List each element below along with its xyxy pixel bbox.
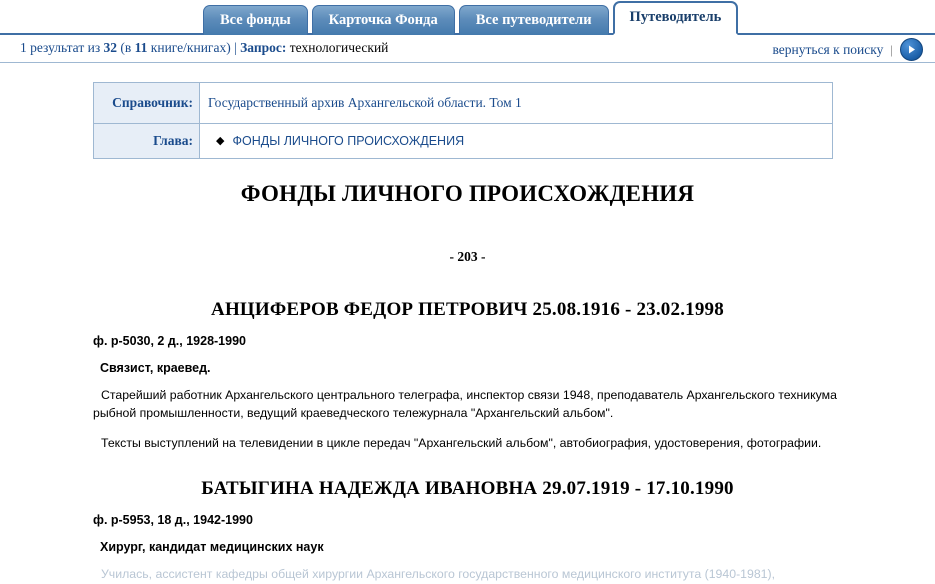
query-label: Запрос: xyxy=(240,40,287,55)
tab-fund-card[interactable]: Карточка Фонда xyxy=(312,5,455,35)
chapter-link[interactable]: ФОНДЫ ЛИЧНОГО ПРОИСХОЖДЕНИЯ xyxy=(232,134,465,148)
divider: | xyxy=(890,41,893,57)
glava-label: Глава: xyxy=(94,124,200,159)
tab-guide[interactable]: Путеводитель xyxy=(613,1,739,35)
result-books-count: 11 xyxy=(134,40,148,55)
diamond-bullet-icon: ◆ xyxy=(216,134,225,147)
table-row xyxy=(94,124,833,159)
document-title: ФОНДЫ ЛИЧНОГО ПРОИСХОЖДЕНИЯ xyxy=(240,181,695,206)
entry-paragraph: Училась, ассистент кафедры общей хирургии Архангельского государственного медицинского института (1940-1981), xyxy=(101,567,776,582)
entry-paragraph: Старейший работник Архангельского центрального телеграфа, инспектор связи 1948, преподаватель Архангельского техникума рыбной промышленности, ведущий краеведческого тележурнала "Архангельский альбом". xyxy=(93,388,837,420)
page-number-marker: - 203 - xyxy=(449,249,486,264)
chapter-list-item[interactable] xyxy=(208,134,824,148)
entry-fond-info: ф. р-5953, 18 д., 1942-1990 xyxy=(93,513,253,528)
table-row xyxy=(94,83,833,124)
tab-all-funds[interactable]: Все фонды xyxy=(203,5,308,35)
arrow-right-icon[interactable] xyxy=(900,38,923,61)
entry-anciferov xyxy=(0,299,935,452)
spravochnik-label: Справочник: xyxy=(94,83,200,124)
result-summary xyxy=(20,40,388,56)
tab-all-guides[interactable]: Все путеводители xyxy=(459,5,609,35)
result-separator: | xyxy=(230,40,241,55)
tab-bar xyxy=(0,0,935,35)
document-info-table xyxy=(93,82,833,159)
spravochnik-value: Государственный архив Архангельской области. Том 1 xyxy=(200,83,833,124)
glava-value-cell xyxy=(200,124,833,159)
result-books-suffix: книге/книгах) xyxy=(147,40,231,55)
result-actions xyxy=(773,38,924,61)
query-value: технологический xyxy=(286,40,389,55)
result-count-prefix: 1 результат из xyxy=(20,40,104,55)
entry-paragraph: Тексты выступлений на телевидении в цикле передач "Архангельский альбом", автобиография, удостоверения, фотографии. xyxy=(101,435,822,450)
back-to-search-link[interactable]: вернуться к поиску xyxy=(772,41,884,57)
entry-heading: БАТЫГИНА НАДЕЖДА ИВАНОВНА 29.07.1919 - 17.10.1990 xyxy=(201,478,734,500)
result-bar xyxy=(0,35,935,63)
entry-role: Связист, краевед. xyxy=(100,361,211,375)
entry-fond-info: ф. р-5030, 2 д., 1928-1990 xyxy=(93,334,246,348)
result-books-prefix: (в xyxy=(117,40,135,55)
entry-batygina xyxy=(0,478,935,584)
document-body xyxy=(0,181,935,584)
entry-role: Хирург, кандидат медицинских наук xyxy=(100,540,324,555)
result-count-total: 32 xyxy=(103,40,118,55)
tab-list xyxy=(203,1,738,35)
entry-heading: АНЦИФЕРОВ ФЕДОР ПЕТРОВИЧ 25.08.1916 - 23.02.1998 xyxy=(211,299,724,320)
